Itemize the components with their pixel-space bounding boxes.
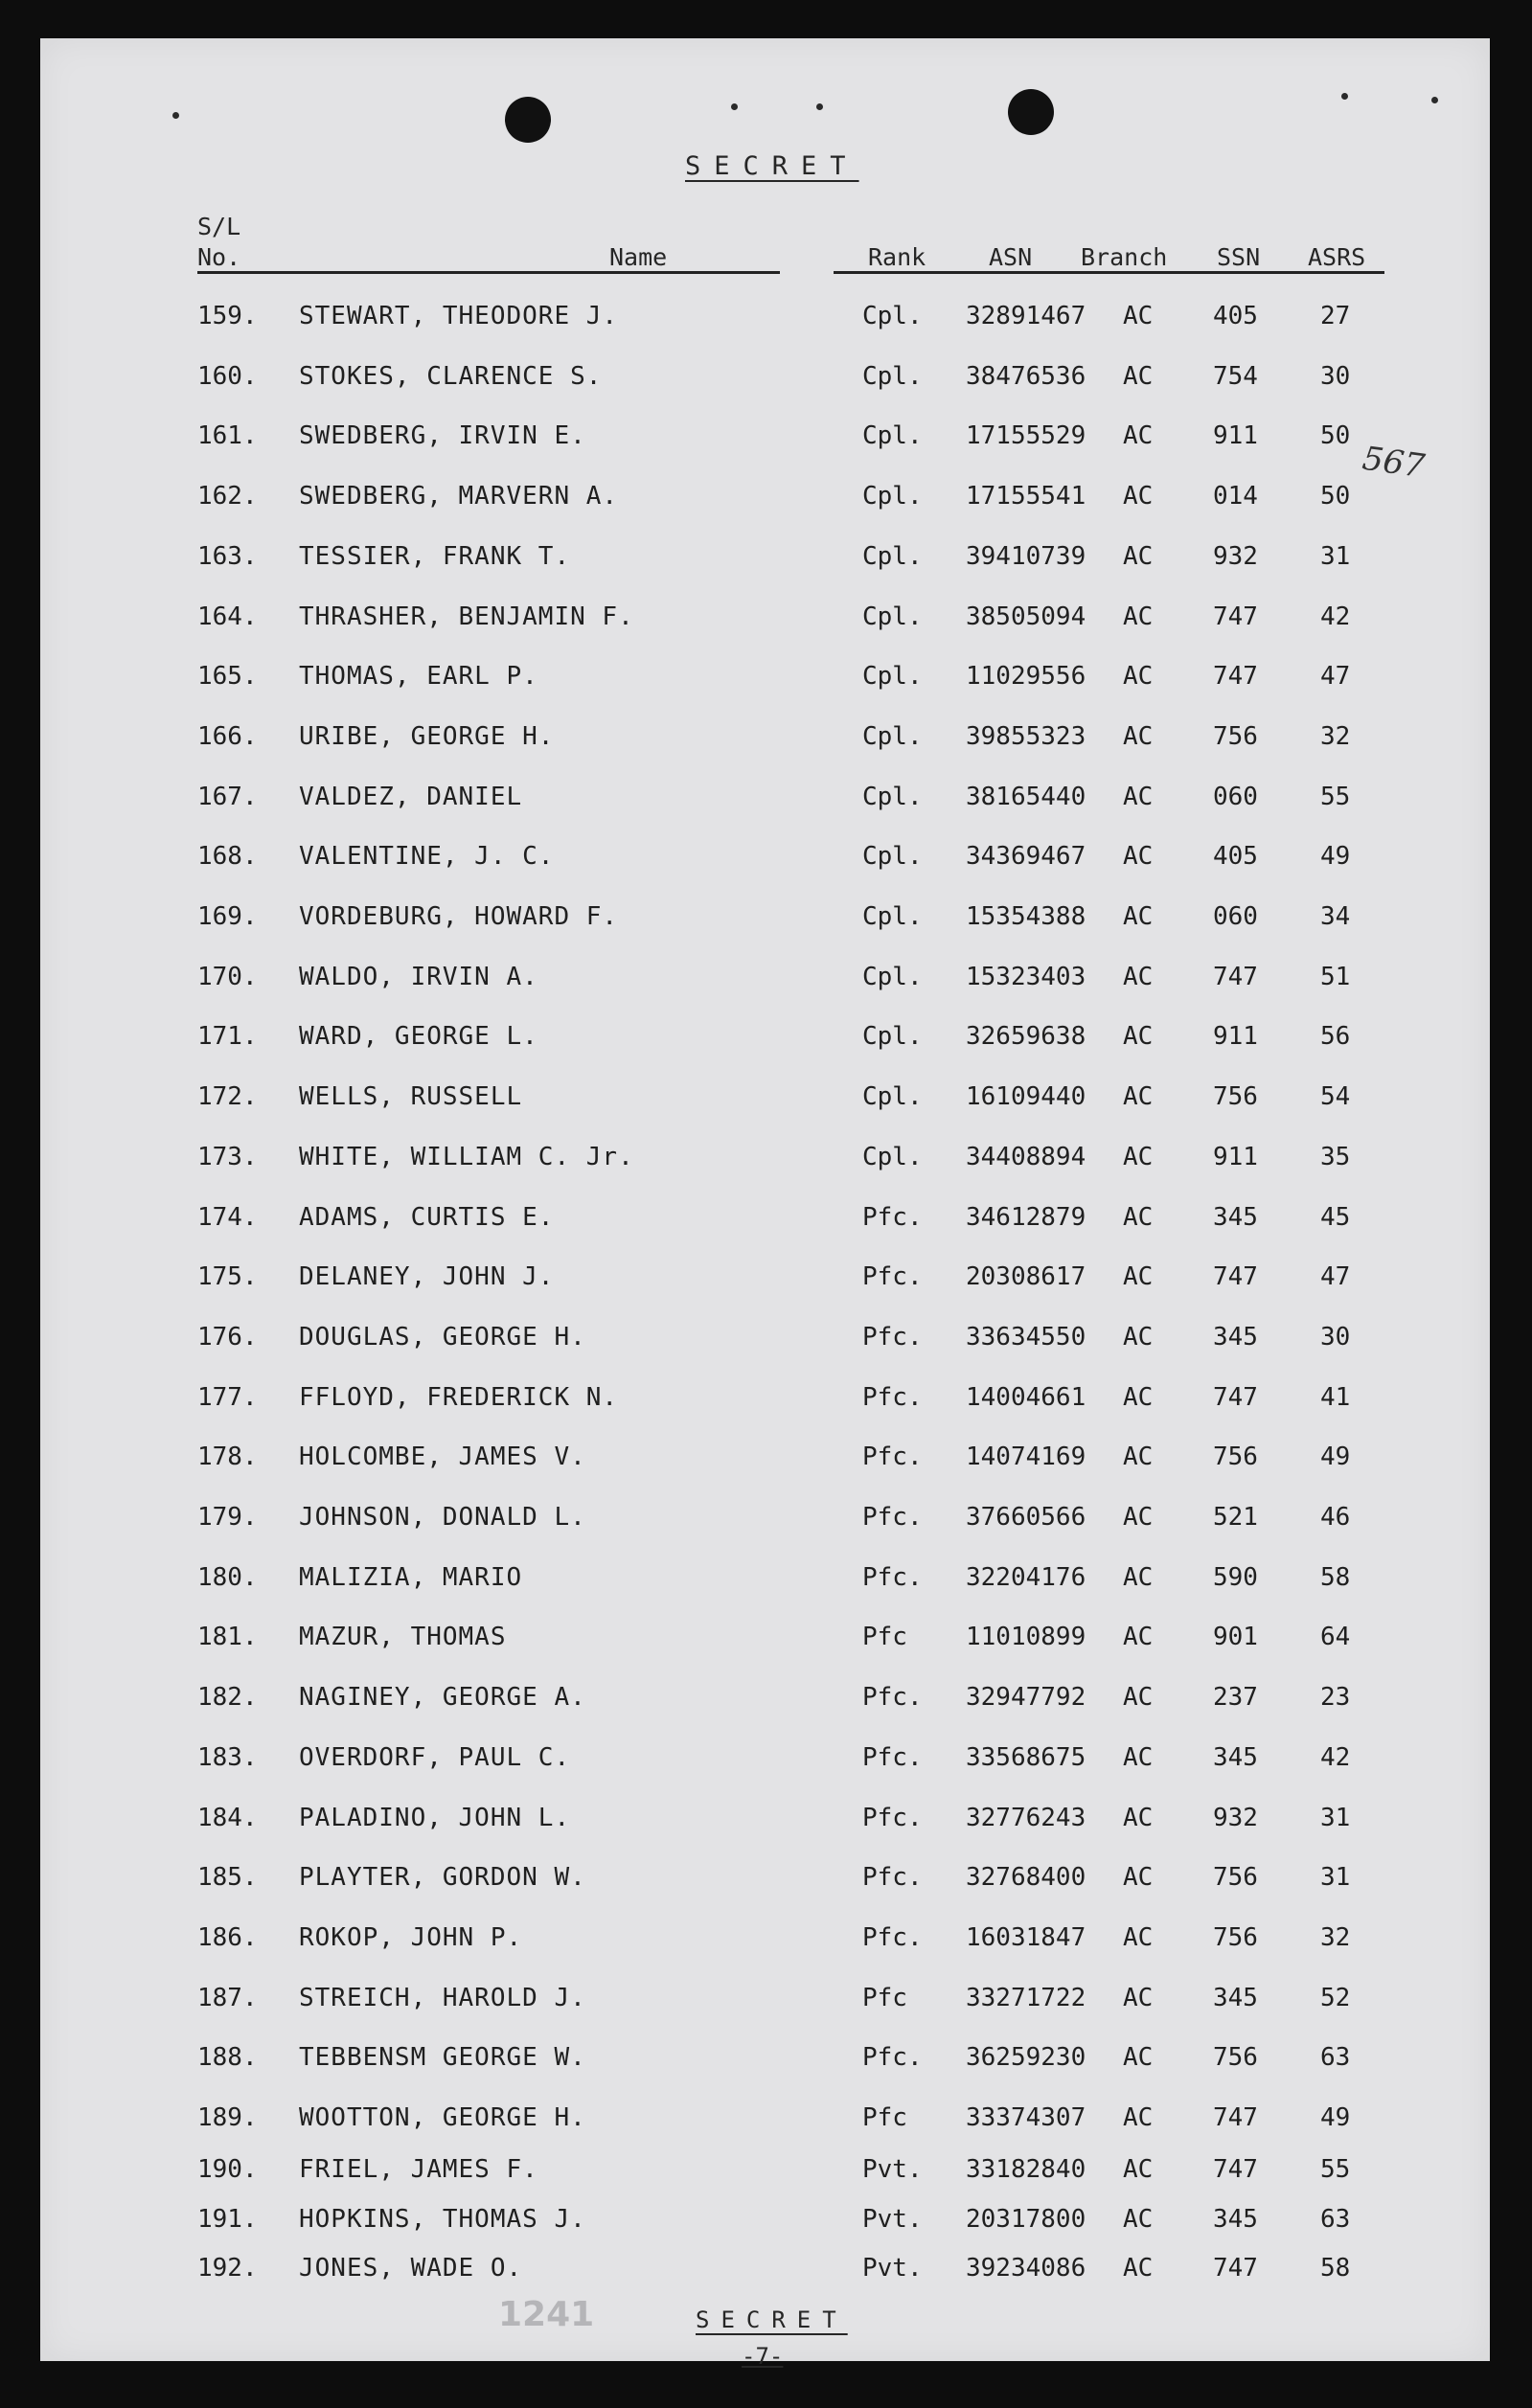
column-header-ssn: SSN <box>1217 243 1261 271</box>
branch-cell: AC <box>1123 842 1154 872</box>
rank-cell: Pfc. <box>862 1562 923 1592</box>
asrs-cell: 50 <box>1320 421 1351 451</box>
table-row <box>0 2043 1532 2081</box>
name-cell: TESSIER, FRANK T. <box>299 541 571 571</box>
ssn-cell: 747 <box>1213 2103 1258 2132</box>
table-row <box>0 1143 1532 1181</box>
asrs-cell: 34 <box>1320 902 1351 931</box>
ssn-cell: 932 <box>1213 541 1258 571</box>
asrs-cell: 47 <box>1320 662 1351 692</box>
asn-cell: 33271722 <box>966 1983 1086 2012</box>
name-cell: HOPKINS, THOMAS J. <box>299 2205 586 2234</box>
page-number: -7- <box>742 2343 784 2370</box>
rank-cell: Pvt. <box>862 2254 923 2283</box>
asrs-cell: 63 <box>1320 2205 1351 2234</box>
branch-cell: AC <box>1123 1202 1154 1232</box>
rank-cell: Pfc. <box>862 1863 923 1893</box>
speck <box>1341 93 1348 100</box>
asrs-cell: 49 <box>1320 842 1351 872</box>
branch-cell: AC <box>1123 602 1154 631</box>
table-row <box>0 2103 1532 2142</box>
asn-cell: 20317800 <box>966 2205 1086 2234</box>
table-row <box>0 2254 1532 2292</box>
asn-cell: 20308617 <box>966 1262 1086 1292</box>
asrs-cell: 45 <box>1320 1202 1351 1232</box>
sl-number: 192. <box>197 2254 258 2283</box>
ssn-cell: 911 <box>1213 421 1258 451</box>
rank-cell: Cpl. <box>862 721 923 751</box>
branch-cell: AC <box>1123 1922 1154 1952</box>
branch-cell: AC <box>1123 1503 1154 1532</box>
asrs-cell: 31 <box>1320 1863 1351 1893</box>
speck <box>1431 97 1438 103</box>
name-cell: WALDO, IRVIN A. <box>299 962 538 991</box>
table-row <box>0 1262 1532 1301</box>
table-row <box>0 1984 1532 2022</box>
asn-cell: 32947792 <box>966 1683 1086 1713</box>
asrs-cell: 32 <box>1320 1922 1351 1952</box>
branch-cell: AC <box>1123 1082 1154 1112</box>
branch-cell: AC <box>1123 482 1154 511</box>
branch-cell: AC <box>1123 541 1154 571</box>
rank-cell: Pfc <box>862 1983 907 2012</box>
asrs-cell: 42 <box>1320 602 1351 631</box>
table-row <box>0 1323 1532 1361</box>
ssn-cell: 405 <box>1213 842 1258 872</box>
rank-cell: Cpl. <box>862 361 923 391</box>
asn-cell: 32776243 <box>966 1803 1086 1832</box>
ssn-cell: 345 <box>1213 1322 1258 1352</box>
branch-cell: AC <box>1123 782 1154 811</box>
asrs-cell: 58 <box>1320 1562 1351 1592</box>
name-cell: WELLS, RUSSELL <box>299 1082 523 1112</box>
ssn-cell: 747 <box>1213 662 1258 692</box>
branch-cell: AC <box>1123 1322 1154 1352</box>
branch-cell: AC <box>1123 1142 1154 1171</box>
sl-number: 180. <box>197 1562 258 1592</box>
ssn-cell: 911 <box>1213 1022 1258 1052</box>
rank-cell: Pfc. <box>862 1803 923 1832</box>
asn-cell: 37660566 <box>966 1503 1086 1532</box>
rank-cell: Pfc. <box>862 1742 923 1772</box>
column-header-sl: S/L <box>197 213 241 240</box>
column-header-branch: Branch <box>1081 243 1168 271</box>
branch-cell: AC <box>1123 2103 1154 2132</box>
asn-cell: 14004661 <box>966 1382 1086 1412</box>
asn-cell: 38165440 <box>966 782 1086 811</box>
rank-cell: Cpl. <box>862 1022 923 1052</box>
rank-cell: Pfc. <box>862 2043 923 2073</box>
rank-cell: Cpl. <box>862 782 923 811</box>
table-row <box>0 1443 1532 1481</box>
name-cell: WHITE, WILLIAM C. Jr. <box>299 1142 634 1171</box>
rank-cell: Cpl. <box>862 842 923 872</box>
ssn-cell: 521 <box>1213 1503 1258 1532</box>
branch-cell: AC <box>1123 721 1154 751</box>
table-row <box>0 902 1532 941</box>
asrs-cell: 56 <box>1320 1022 1351 1052</box>
name-cell: SWEDBERG, IRVIN E. <box>299 421 586 451</box>
rank-cell: Pfc. <box>862 1683 923 1713</box>
sl-number: 182. <box>197 1683 258 1713</box>
table-row <box>0 662 1532 700</box>
rank-cell: Cpl. <box>862 902 923 931</box>
ssn-cell: 747 <box>1213 2155 1258 2184</box>
sl-number: 185. <box>197 1863 258 1893</box>
table-row <box>0 1923 1532 1962</box>
table-row <box>0 2155 1532 2193</box>
asn-cell: 36259230 <box>966 2043 1086 2073</box>
sl-number: 164. <box>197 602 258 631</box>
table-row <box>0 482 1532 520</box>
ssn-cell: 756 <box>1213 1443 1258 1472</box>
ssn-cell: 756 <box>1213 1863 1258 1893</box>
column-header-rank: Rank <box>868 243 926 271</box>
asrs-cell: 54 <box>1320 1082 1351 1112</box>
column-header-name: Name <box>609 243 668 271</box>
ssn-cell: 756 <box>1213 721 1258 751</box>
branch-cell: AC <box>1123 1022 1154 1052</box>
name-cell: DOUGLAS, GEORGE H. <box>299 1322 586 1352</box>
name-cell: JONES, WADE O. <box>299 2254 523 2283</box>
name-cell: OVERDORF, PAUL C. <box>299 1742 571 1772</box>
table-row <box>0 1863 1532 1901</box>
asrs-cell: 47 <box>1320 1262 1351 1292</box>
branch-cell: AC <box>1123 421 1154 451</box>
sl-number: 167. <box>197 782 258 811</box>
ssn-cell: 060 <box>1213 782 1258 811</box>
branch-cell: AC <box>1123 1562 1154 1592</box>
asrs-cell: 64 <box>1320 1623 1351 1652</box>
asrs-cell: 42 <box>1320 1742 1351 1772</box>
sl-number: 186. <box>197 1922 258 1952</box>
name-cell: THOMAS, EARL P. <box>299 662 538 692</box>
asrs-cell: 27 <box>1320 302 1351 330</box>
ssn-cell: 747 <box>1213 602 1258 631</box>
classification-header: SECRET <box>685 151 859 181</box>
sl-number: 183. <box>197 1742 258 1772</box>
table-row <box>0 1383 1532 1421</box>
branch-cell: AC <box>1123 1443 1154 1472</box>
asn-cell: 38505094 <box>966 602 1086 631</box>
asrs-cell: 31 <box>1320 1803 1351 1832</box>
asn-cell: 11010899 <box>966 1623 1086 1652</box>
name-cell: ADAMS, CURTIS E. <box>299 1202 555 1232</box>
table-row <box>0 421 1532 460</box>
header-rule <box>197 271 780 274</box>
name-cell: STREICH, HAROLD J. <box>299 1983 586 2012</box>
branch-cell: AC <box>1123 1742 1154 1772</box>
asn-cell: 32891467 <box>966 302 1086 330</box>
branch-cell: AC <box>1123 1803 1154 1832</box>
name-cell: VALDEZ, DANIEL <box>299 782 523 811</box>
speck <box>731 103 738 110</box>
ssn-cell: 756 <box>1213 2043 1258 2073</box>
table-row <box>0 722 1532 761</box>
sl-number: 159. <box>197 302 258 330</box>
punch-hole <box>1008 89 1054 135</box>
name-cell: THRASHER, BENJAMIN F. <box>299 602 634 631</box>
rank-cell: Cpl. <box>862 1142 923 1171</box>
branch-cell: AC <box>1123 902 1154 931</box>
table-row <box>0 783 1532 821</box>
asrs-cell: 35 <box>1320 1142 1351 1171</box>
table-row <box>0 1022 1532 1060</box>
asrs-cell: 55 <box>1320 782 1351 811</box>
branch-cell: AC <box>1123 2205 1154 2234</box>
table-row <box>0 302 1532 340</box>
table-row <box>0 1743 1532 1782</box>
rank-cell: Cpl. <box>862 302 923 330</box>
asn-cell: 33182840 <box>966 2155 1086 2184</box>
sl-number: 188. <box>197 2043 258 2073</box>
asrs-cell: 51 <box>1320 962 1351 991</box>
branch-cell: AC <box>1123 361 1154 391</box>
asn-cell: 34612879 <box>966 1202 1086 1232</box>
asn-cell: 33374307 <box>966 2103 1086 2132</box>
asn-cell: 15323403 <box>966 962 1086 991</box>
sl-number: 161. <box>197 421 258 451</box>
branch-cell: AC <box>1123 1623 1154 1652</box>
name-cell: VALENTINE, J. C. <box>299 842 555 872</box>
sl-number: 162. <box>197 482 258 511</box>
name-cell: SWEDBERG, MARVERN A. <box>299 482 619 511</box>
classification-footer: SECRET <box>696 2306 848 2333</box>
branch-cell: AC <box>1123 662 1154 692</box>
sl-number: 177. <box>197 1382 258 1412</box>
rank-cell: Cpl. <box>862 482 923 511</box>
sl-number: 175. <box>197 1262 258 1292</box>
rank-cell: Pvt. <box>862 2155 923 2184</box>
header-rule <box>834 271 1384 274</box>
asn-cell: 32659638 <box>966 1022 1086 1052</box>
ssn-cell: 747 <box>1213 1262 1258 1292</box>
rank-cell: Pfc. <box>862 1262 923 1292</box>
sl-number: 174. <box>197 1202 258 1232</box>
asrs-cell: 55 <box>1320 2155 1351 2184</box>
table-row <box>0 1804 1532 1842</box>
ssn-cell: 345 <box>1213 1983 1258 2012</box>
sl-number: 170. <box>197 962 258 991</box>
name-cell: DELANEY, JOHN J. <box>299 1262 555 1292</box>
ssn-cell: 014 <box>1213 482 1258 511</box>
asn-cell: 34408894 <box>966 1142 1086 1171</box>
rank-cell: Pfc. <box>862 1322 923 1352</box>
name-cell: WARD, GEORGE L. <box>299 1022 538 1052</box>
ssn-cell: 590 <box>1213 1562 1258 1592</box>
branch-cell: AC <box>1123 1983 1154 2012</box>
branch-cell: AC <box>1123 1382 1154 1412</box>
asn-cell: 39234086 <box>966 2254 1086 2283</box>
name-cell: MALIZIA, MARIO <box>299 1562 523 1592</box>
faded-stamp: 1241 <box>498 2295 595 2334</box>
name-cell: PLAYTER, GORDON W. <box>299 1863 586 1893</box>
asrs-cell: 41 <box>1320 1382 1351 1412</box>
asrs-cell: 63 <box>1320 2043 1351 2073</box>
asn-cell: 16031847 <box>966 1922 1086 1952</box>
sl-number: 187. <box>197 1983 258 2012</box>
asn-cell: 39855323 <box>966 721 1086 751</box>
name-cell: PALADINO, JOHN L. <box>299 1803 571 1832</box>
asn-cell: 14074169 <box>966 1443 1086 1472</box>
asn-cell: 32204176 <box>966 1562 1086 1592</box>
rank-cell: Cpl. <box>862 602 923 631</box>
asn-cell: 34369467 <box>966 842 1086 872</box>
asrs-cell: 49 <box>1320 1443 1351 1472</box>
ssn-cell: 756 <box>1213 1082 1258 1112</box>
table-row <box>0 842 1532 880</box>
table-row <box>0 1082 1532 1121</box>
ssn-cell: 405 <box>1213 302 1258 330</box>
sl-number: 160. <box>197 361 258 391</box>
ssn-cell: 345 <box>1213 1202 1258 1232</box>
asn-cell: 33568675 <box>966 1742 1086 1772</box>
name-cell: TEBBENSM GEORGE W. <box>299 2043 586 2073</box>
rank-cell: Pfc. <box>862 1202 923 1232</box>
ssn-cell: 754 <box>1213 361 1258 391</box>
table-row <box>0 602 1532 641</box>
asn-cell: 17155541 <box>966 482 1086 511</box>
rank-cell: Pfc. <box>862 1443 923 1472</box>
table-row <box>0 2205 1532 2243</box>
ssn-cell: 345 <box>1213 1742 1258 1772</box>
table-row <box>0 1623 1532 1661</box>
sl-number: 189. <box>197 2103 258 2132</box>
asrs-cell: 32 <box>1320 721 1351 751</box>
ssn-cell: 237 <box>1213 1683 1258 1713</box>
sl-number: 173. <box>197 1142 258 1171</box>
sl-number: 181. <box>197 1623 258 1652</box>
punch-hole <box>505 97 551 143</box>
rank-cell: Cpl. <box>862 421 923 451</box>
asn-cell: 33634550 <box>966 1322 1086 1352</box>
sl-number: 163. <box>197 541 258 571</box>
branch-cell: AC <box>1123 962 1154 991</box>
asn-cell: 32768400 <box>966 1863 1086 1893</box>
branch-cell: AC <box>1123 2155 1154 2184</box>
sl-number: 172. <box>197 1082 258 1112</box>
table-row <box>0 1563 1532 1602</box>
rank-cell: Pfc <box>862 1623 907 1652</box>
ssn-cell: 747 <box>1213 1382 1258 1412</box>
sl-number: 171. <box>197 1022 258 1052</box>
asrs-cell: 46 <box>1320 1503 1351 1532</box>
ssn-cell: 901 <box>1213 1623 1258 1652</box>
branch-cell: AC <box>1123 2254 1154 2283</box>
name-cell: FRIEL, JAMES F. <box>299 2155 538 2184</box>
sl-number: 176. <box>197 1322 258 1352</box>
rank-cell: Pfc <box>862 2103 907 2132</box>
column-header-asn: ASN <box>989 243 1033 271</box>
rank-cell: Pfc. <box>862 1922 923 1952</box>
asrs-cell: 49 <box>1320 2103 1351 2132</box>
sl-number: 184. <box>197 1803 258 1832</box>
asn-cell: 38476536 <box>966 361 1086 391</box>
column-header-asrs: ASRS <box>1308 243 1366 271</box>
table-row <box>0 1683 1532 1721</box>
column-header-no: No. <box>197 243 241 271</box>
ssn-cell: 747 <box>1213 962 1258 991</box>
name-cell: STEWART, THEODORE J. <box>299 302 619 330</box>
asrs-cell: 58 <box>1320 2254 1351 2283</box>
ssn-cell: 932 <box>1213 1803 1258 1832</box>
rank-cell: Cpl. <box>862 1082 923 1112</box>
table-row <box>0 362 1532 400</box>
asn-cell: 15354388 <box>966 902 1086 931</box>
asrs-cell: 23 <box>1320 1683 1351 1713</box>
branch-cell: AC <box>1123 1683 1154 1713</box>
ssn-cell: 747 <box>1213 2254 1258 2283</box>
branch-cell: AC <box>1123 1262 1154 1292</box>
rank-cell: Pvt. <box>862 2205 923 2234</box>
rank-cell: Cpl. <box>862 541 923 571</box>
ssn-cell: 060 <box>1213 902 1258 931</box>
asn-cell: 16109440 <box>966 1082 1086 1112</box>
name-cell: VORDEBURG, HOWARD F. <box>299 902 619 931</box>
asn-cell: 11029556 <box>966 662 1086 692</box>
name-cell: WOOTTON, GEORGE H. <box>299 2103 586 2132</box>
name-cell: MAZUR, THOMAS <box>299 1623 507 1652</box>
ssn-cell: 345 <box>1213 2205 1258 2234</box>
sl-number: 179. <box>197 1503 258 1532</box>
name-cell: URIBE, GEORGE H. <box>299 721 555 751</box>
asn-cell: 39410739 <box>966 541 1086 571</box>
sl-number: 168. <box>197 842 258 872</box>
name-cell: JOHNSON, DONALD L. <box>299 1503 586 1532</box>
rank-cell: Pfc. <box>862 1382 923 1412</box>
branch-cell: AC <box>1123 2043 1154 2073</box>
asrs-cell: 52 <box>1320 1983 1351 2012</box>
table-row <box>0 963 1532 1001</box>
branch-cell: AC <box>1123 1863 1154 1893</box>
ssn-cell: 911 <box>1213 1142 1258 1171</box>
speck <box>816 103 823 110</box>
name-cell: STOKES, CLARENCE S. <box>299 361 603 391</box>
name-cell: FFLOYD, FREDERICK N. <box>299 1382 619 1412</box>
sl-number: 169. <box>197 902 258 931</box>
rank-cell: Cpl. <box>862 962 923 991</box>
table-row <box>0 1503 1532 1541</box>
name-cell: NAGINEY, GEORGE A. <box>299 1683 586 1713</box>
asrs-cell: 30 <box>1320 1322 1351 1352</box>
asrs-cell: 30 <box>1320 361 1351 391</box>
asn-cell: 17155529 <box>966 421 1086 451</box>
sl-number: 191. <box>197 2205 258 2234</box>
branch-cell: AC <box>1123 302 1154 330</box>
sl-number: 190. <box>197 2155 258 2184</box>
sl-number: 166. <box>197 721 258 751</box>
sl-number: 178. <box>197 1443 258 1472</box>
table-row <box>0 1203 1532 1241</box>
asrs-cell: 31 <box>1320 541 1351 571</box>
speck <box>172 112 179 119</box>
ssn-cell: 756 <box>1213 1922 1258 1952</box>
margin-annotation: 567 <box>1360 439 1428 487</box>
table-row <box>0 542 1532 580</box>
name-cell: HOLCOMBE, JAMES V. <box>299 1443 586 1472</box>
asrs-cell: 50 <box>1320 482 1351 511</box>
sl-number: 165. <box>197 662 258 692</box>
rank-cell: Cpl. <box>862 662 923 692</box>
rank-cell: Pfc. <box>862 1503 923 1532</box>
name-cell: ROKOP, JOHN P. <box>299 1922 523 1952</box>
